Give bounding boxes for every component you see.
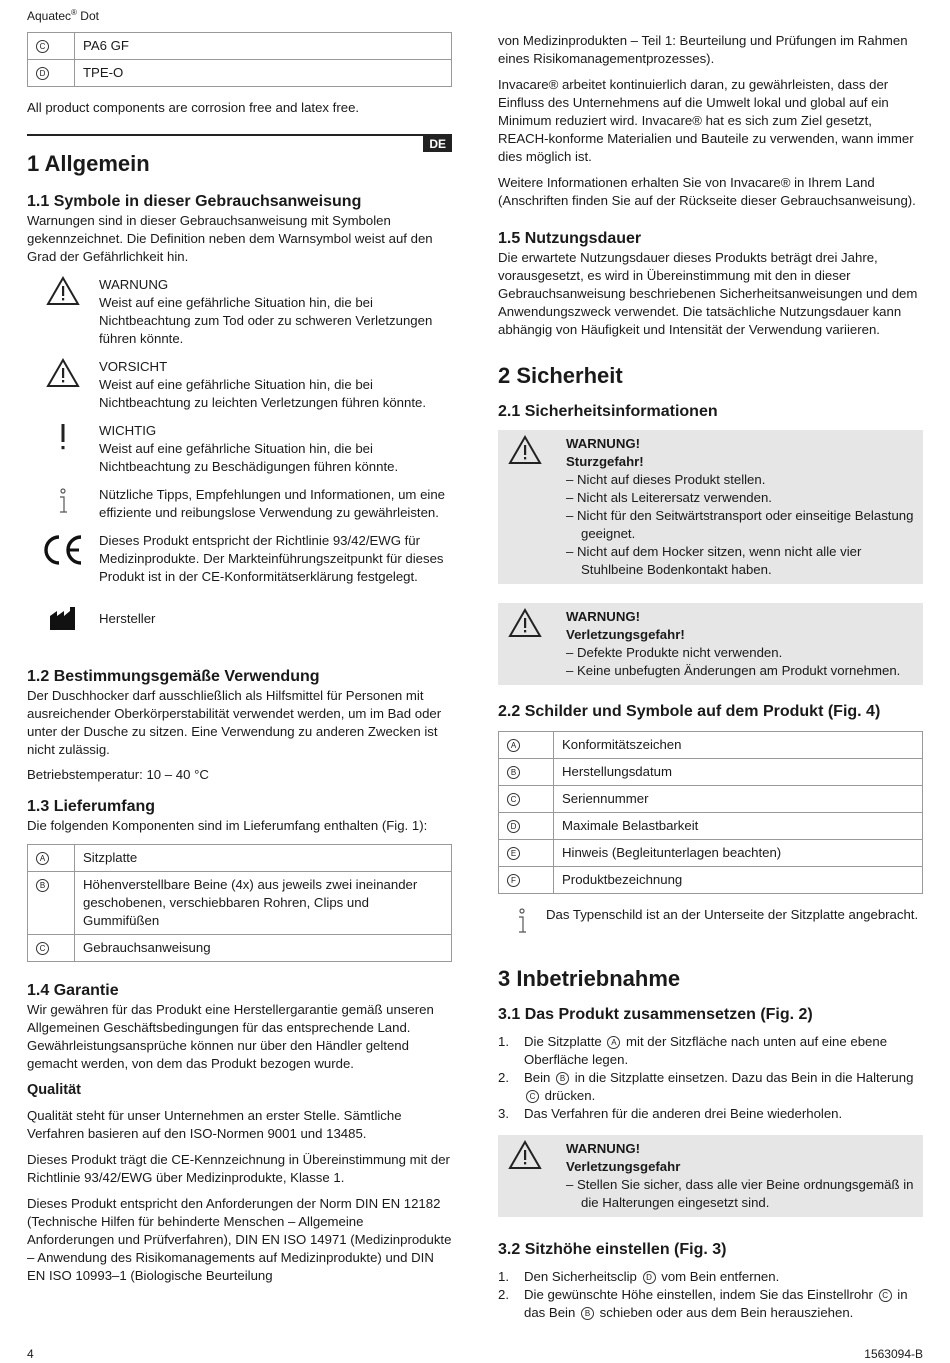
symbol-label: WARNUNG	[99, 277, 169, 292]
callout-letter: D	[643, 1271, 656, 1284]
product-suffix: Dot	[80, 9, 99, 23]
callout-letter: A	[507, 739, 520, 752]
step-number: 1.	[498, 1269, 509, 1284]
table-row	[499, 813, 923, 840]
callout-letter: B	[581, 1307, 594, 1320]
warning-box	[498, 603, 923, 685]
warning-list	[566, 1176, 915, 1212]
product-name: Aquatec	[27, 9, 72, 23]
table-row	[28, 845, 452, 872]
callout-letter: A	[36, 852, 49, 865]
warning-label: WARNUNG!	[566, 1141, 640, 1156]
symbols-table	[498, 731, 923, 894]
symbol-row	[27, 358, 452, 412]
symbol-description: Nützliche Tipps, Empfehlungen und Informationen, um eine effiziente und reibungslose Verwendung zu gewährleisten.	[99, 487, 446, 520]
list-item	[498, 1268, 923, 1286]
warning-box	[498, 1135, 923, 1217]
table-cell: PA6 GF	[75, 33, 452, 60]
symbol-label: VORSICHT	[99, 359, 168, 374]
callout-letter: C	[879, 1289, 892, 1302]
subheading: Qualität	[27, 1082, 81, 1098]
language-badge: DE	[423, 136, 452, 152]
list-item	[498, 1069, 923, 1105]
step-text: in die Sitzplatte einsetzen. Dazu das Bein in die Halterung	[574, 1070, 914, 1085]
warning-list	[566, 471, 915, 579]
symbol-row	[27, 486, 452, 522]
subsection-title: 1.5 Nutzungsdauer	[498, 230, 642, 247]
symbol-row	[27, 422, 452, 476]
ce-mark-icon	[27, 532, 99, 586]
symbol-description: Dieses Produkt entspricht der Richtlinie 93/42/EWG für Medizinprodukte. Der Markteinführungszeitpunkt für dieses Produkt ist in der CE-Konformitätserklärung festgelegt.	[99, 533, 444, 584]
warning-subtitle: Verletzungsgefahr	[566, 1159, 681, 1174]
step-text: drücken.	[544, 1088, 596, 1103]
symbol-description: Hersteller	[99, 611, 156, 626]
callout-letter: C	[36, 40, 49, 53]
callout-letter: A	[607, 1036, 620, 1049]
table-cell: Produktbezeichnung	[554, 867, 923, 894]
step-text: in das Bein	[524, 1287, 908, 1320]
table-cell: Gebrauchsanweisung	[75, 935, 452, 962]
delivery-table	[27, 844, 452, 962]
table-cell: Herstellungsdatum	[554, 759, 923, 786]
paragraph: Warnungen sind in dieser Gebrauchsanweisung mit Symbolen gekennzeichnet. Die Definition neben dem Warnsymbol weist auf den Grad der Gefährlichkeit hin.	[27, 213, 433, 264]
corrosion-note: All product components are corrosion free and latex free.	[27, 100, 360, 115]
list-item	[498, 1033, 923, 1069]
callout-letter: C	[36, 942, 49, 955]
left-column	[27, 32, 452, 1285]
step-text: Das Verfahren für die anderen drei Beine wiederholen.	[524, 1106, 843, 1121]
table-row	[499, 732, 923, 759]
warning-triangle-icon	[508, 1140, 566, 1212]
step-text: schieben oder aus dem Bein herausziehen.	[599, 1305, 854, 1320]
table-cell: Sitzplatte	[75, 845, 452, 872]
exclamation-icon	[27, 422, 99, 476]
paragraph: Betriebstemperatur: 10 – 40 °C	[27, 767, 209, 782]
paragraph: Wir gewähren für das Produkt eine Herstellergarantie gemäß unseren Allgemeinen Geschäftsbedingungen für das entsprechende Land. Gewährleistungsansprüche können nur über den Händler geltend gemacht werden, von dem das Produkt bezogen wurde.	[27, 1002, 434, 1071]
subsection-title: 1.3 Lieferumfang	[27, 798, 156, 815]
warning-subtitle: Verletzungsgefahr!	[566, 627, 685, 642]
table-cell: TPE-O	[75, 60, 452, 87]
step-number: 3.	[498, 1106, 509, 1121]
table-cell: Konformitätszeichen	[554, 732, 923, 759]
callout-letter: C	[526, 1090, 539, 1103]
list-item: – Nicht als Leiterersatz verwenden.	[566, 490, 772, 505]
symbol-description: Weist auf eine gefährliche Situation hin, die bei Nichtbeachtung zum Tod oder zu schweren Verletzungen führen könnte.	[99, 295, 433, 346]
warning-label: WARNUNG!	[566, 436, 640, 451]
step-text: vom Bein entfernen.	[661, 1269, 780, 1284]
warning-triangle-icon	[27, 358, 99, 412]
symbol-row	[27, 532, 452, 586]
warning-triangle-icon	[508, 435, 566, 579]
step-number: 1.	[498, 1034, 509, 1049]
paragraph: Invacare® arbeitet kontinuierlich daran, zu gewährleisten, dass der Einfluss des Unternehmens auf die Umwelt lokal und global auf ein Minimum reduziert wird. Invacare® hat es sich zum Ziel gesetzt, REACH-konforme Materialien und Bauteile zu verwenden, wann immer dies möglich ist.	[498, 77, 914, 164]
symbol-label: WICHTIG	[99, 423, 157, 438]
callout-letter: B	[507, 766, 520, 779]
subsection-title: 1.1 Symbole in dieser Gebrauchsanweisung	[27, 193, 362, 210]
list-item	[498, 1286, 923, 1322]
info-note	[498, 906, 923, 936]
step-text: Die Sitzplatte	[524, 1034, 602, 1049]
table-row	[28, 60, 452, 87]
subsection-title: 2.1 Sicherheitsinformationen	[498, 403, 718, 420]
paragraph: von Medizinprodukten – Teil 1: Beurteilung und Prüfungen im Rahmen eines Risikomanagementprozesses).	[498, 33, 908, 66]
warning-triangle-icon	[508, 608, 566, 680]
registered-mark: ®	[71, 8, 77, 17]
symbol-description: Weist auf eine gefährliche Situation hin, die bei Nichtbeachtung zu Beschädigungen führen könnte.	[99, 441, 399, 474]
warning-triangle-icon	[27, 276, 99, 348]
table-cell: Höhenverstellbare Beine (4x) aus jeweils zwei ineinander geschobenen, verschiebbaren Rohren, Clips und Gummifüßen	[75, 872, 452, 935]
callout-letter: B	[556, 1072, 569, 1085]
step-number: 2.	[498, 1070, 509, 1085]
list-item: – Nicht für den Seitwärtstransport oder einseitige Belastung geeignet.	[566, 508, 914, 541]
table-cell: Seriennummer	[554, 786, 923, 813]
list-item: – Keine unbefugten Änderungen am Produkt vornehmen.	[566, 663, 901, 678]
paragraph: Der Duschhocker darf ausschließlich als Hilfsmittel für Personen mit ausreichender Oberkörperstabilität verwendet werden, um im Bad oder unter der Dusche zu sitzen. Eine Verwendung zu anderen Zwecken ist nicht zulässig.	[27, 688, 442, 757]
section-title: 3 Inbetriebnahme	[498, 966, 681, 991]
right-column	[498, 32, 923, 1322]
table-row	[499, 786, 923, 813]
table-row	[499, 759, 923, 786]
manufacturer-icon	[27, 606, 99, 632]
table-row	[28, 33, 452, 60]
step-list	[498, 1033, 923, 1123]
symbol-row	[27, 276, 452, 348]
subsection-title: 1.2 Bestimmungsgemäße Verwendung	[27, 668, 320, 685]
section-title: 2 Sicherheit	[498, 363, 623, 388]
running-header	[27, 4, 99, 25]
callout-letter: F	[507, 874, 520, 887]
note-text: Das Typenschild ist an der Unterseite der Sitzplatte angebracht.	[546, 907, 919, 922]
callout-letter: B	[36, 879, 49, 892]
callout-letter: C	[507, 793, 520, 806]
step-text: Den Sicherheitsclip	[524, 1269, 637, 1284]
warning-label: WARNUNG!	[566, 609, 640, 624]
page-number: 4	[27, 1347, 34, 1361]
step-text: Bein	[524, 1070, 551, 1085]
paragraph: Die folgenden Komponenten sind im Lieferumfang enthalten (Fig. 1):	[27, 818, 428, 833]
paragraph: Weitere Informationen erhalten Sie von Invacare® in Ihrem Land (Anschriften finden Sie auf der Rückseite dieser Gebrauchsanweisung).	[498, 175, 916, 208]
info-icon	[498, 906, 546, 936]
step-text: Die gewünschte Höhe einstellen, indem Sie das Einstellrohr	[524, 1287, 873, 1302]
paragraph: Dieses Produkt entspricht den Anforderungen der Norm DIN EN 12182 (Technische Hilfen für behinderte Menschen – Allgemeine Anforderungen und Prüfverfahren), DIN EN ISO 14971 (Medizinprodukte – Anwendung des Risikomanagements auf Medizinprodukte) und DIN EN ISO 10993–1 (Biologische Beurteilung	[27, 1196, 452, 1283]
list-item: – Defekte Produkte nicht verwenden.	[566, 645, 783, 660]
warning-box	[498, 430, 923, 584]
table-row	[499, 840, 923, 867]
symbol-row	[27, 606, 452, 632]
table-row	[499, 867, 923, 894]
callout-letter: D	[507, 820, 520, 833]
list-item: – Stellen Sie sicher, dass alle vier Beine ordnungsgemäß in die Halterungen eingesetzt sind.	[566, 1177, 914, 1210]
table-row	[28, 872, 452, 935]
callout-letter: E	[507, 847, 520, 860]
paragraph: Dieses Produkt trägt die CE-Kennzeichnung in Übereinstimmung mit der Richtlinie 93/42/EWG über Medizinprodukte, Klasse 1.	[27, 1152, 450, 1185]
warning-list	[566, 644, 900, 680]
info-icon	[27, 486, 99, 522]
table-cell: Maximale Belastbarkeit	[554, 813, 923, 840]
subsection-title: 3.2 Sitzhöhe einstellen (Fig. 3)	[498, 1241, 727, 1258]
section-divider	[27, 134, 452, 177]
paragraph: Die erwartete Nutzungsdauer dieses Produkts beträgt drei Jahre, vorausgesetzt, es wird in Übereinstimmung mit den in dieser Gebrauchsanweisung beschriebenen Sicherheitsanweisungen und dem Anwendungszweck verwendet. Die tatsächliche Nutzungsdauer kann abhängig von Häufigkeit und Intensität der Verwendung variieren.	[498, 250, 918, 337]
symbol-list	[27, 276, 452, 632]
callout-letter: D	[36, 67, 49, 80]
list-item: – Nicht auf dieses Produkt stellen.	[566, 472, 766, 487]
list-item: – Nicht auf dem Hocker sitzen, wenn nicht alle vier Stuhlbeine Bodenkontakt haben.	[566, 544, 862, 577]
table-cell: Hinweis (Begleitunterlagen beachten)	[554, 840, 923, 867]
table-row	[28, 935, 452, 962]
list-item	[498, 1105, 923, 1123]
subsection-title: 2.2 Schilder und Symbole auf dem Produkt (Fig. 4)	[498, 703, 881, 720]
warning-subtitle: Sturzgefahr!	[566, 454, 644, 469]
section-title: 1 Allgemein	[27, 151, 150, 176]
symbol-description: Weist auf eine gefährliche Situation hin, die bei Nichtbeachtung zu leichten Verletzungen führen könnte.	[99, 377, 426, 410]
document-id: 1563094-B	[864, 1347, 923, 1361]
paragraph: Qualität steht für unser Unternehmen an erster Stelle. Sämtliche Verfahren basieren auf den ISO-Normen 9001 und 13485.	[27, 1108, 402, 1141]
step-list	[498, 1268, 923, 1322]
step-text: mit der Sitzfläche nach unten auf eine ebene Oberfläche legen.	[524, 1034, 888, 1067]
material-table	[27, 32, 452, 87]
step-number: 2.	[498, 1287, 509, 1302]
subsection-title: 1.4 Garantie	[27, 982, 119, 999]
subsection-title: 3.1 Das Produkt zusammensetzen (Fig. 2)	[498, 1006, 813, 1023]
